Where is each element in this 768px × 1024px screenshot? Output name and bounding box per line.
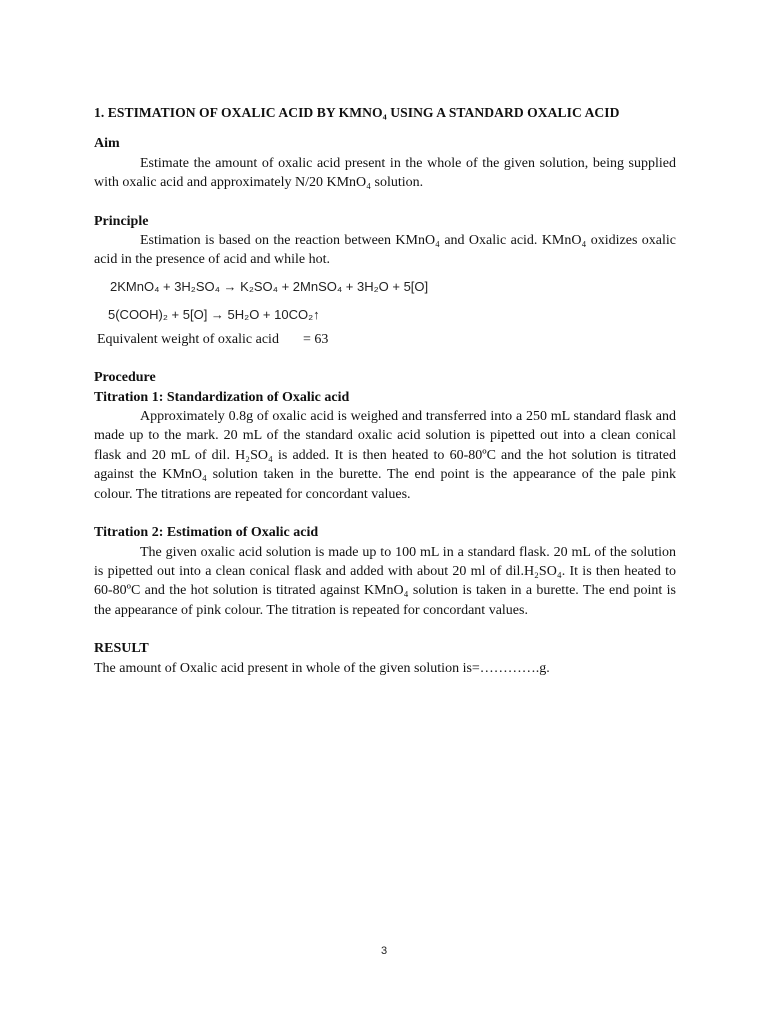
- reaction-equation-2: 5(COOH)₂ + 5[O] → 5H₂O + 10CO₂↑: [108, 306, 320, 322]
- equivalent-weight-value: = 63: [302, 331, 329, 347]
- titration-1-text: Approximately 0.8g of oxalic acid is weighed and transferred into a 250 mL standard flask and made up to the mark. 20 mL of the standard oxalic acid solution is pipetted out into a clean conical flask and 20 mL of dil. H₂SO₄ is added. It is then heated to 60-80ºC and the hot solution is titrated against the KMnO₄ solution taken in the burette. The end point is the appearance of the pale pink colour. The titrations are repeated for concordant values.: [94, 409, 676, 502]
- principle-text: Estimation is based on the reaction between KMnO₄ and Oxalic acid. KMnO₄ oxidizes oxalic acid in the presence of acid and while hot.: [94, 233, 676, 268]
- document-body: [94, 103, 676, 678]
- aim-heading: Aim: [94, 136, 120, 152]
- titration-2-text: The given oxalic acid solution is made up to 100 mL in a standard flask. 20 mL of the solution is pipetted out into a clean conical flask and added with about 20 ml of dil.H₂SO₄. It is then heated to 60-80ºC and the hot solution is titrated against KMnO₄ solution is taken in a burette. The end point is the appearance of pink colour. The titration is repeated for concordant values.: [94, 544, 676, 618]
- titration-2-heading: Titration 2: Estimation of Oxalic acid: [94, 525, 319, 541]
- procedure-heading: Procedure: [94, 370, 156, 386]
- equivalent-weight-line: [97, 330, 676, 349]
- result-text: The amount of Oxalic acid present in whole of the given solution is=………….g.: [94, 660, 550, 676]
- reaction-equation-1: 2KMnO₄ + 3H₂SO₄ → K₂SO₄ + 2MnSO₄ + 3H₂O + 5[O]: [110, 278, 429, 294]
- document-title: 1. ESTIMATION OF OXALIC ACID BY KMNO₄ USING A STANDARD OXALIC ACID: [94, 105, 620, 120]
- equivalent-weight-label: Equivalent weight of oxalic acid: [97, 331, 279, 347]
- result-heading: RESULT: [94, 641, 149, 657]
- aim-text: Estimate the amount of oxalic acid present in the whole of the given solution, being supplied with oxalic acid and approximately N/20 KMnO₄ solution.: [94, 155, 676, 191]
- titration-1-heading: Titration 1: Standardization of Oxalic acid: [94, 389, 350, 405]
- page-number: 3: [380, 945, 388, 957]
- principle-heading: Principle: [94, 213, 149, 229]
